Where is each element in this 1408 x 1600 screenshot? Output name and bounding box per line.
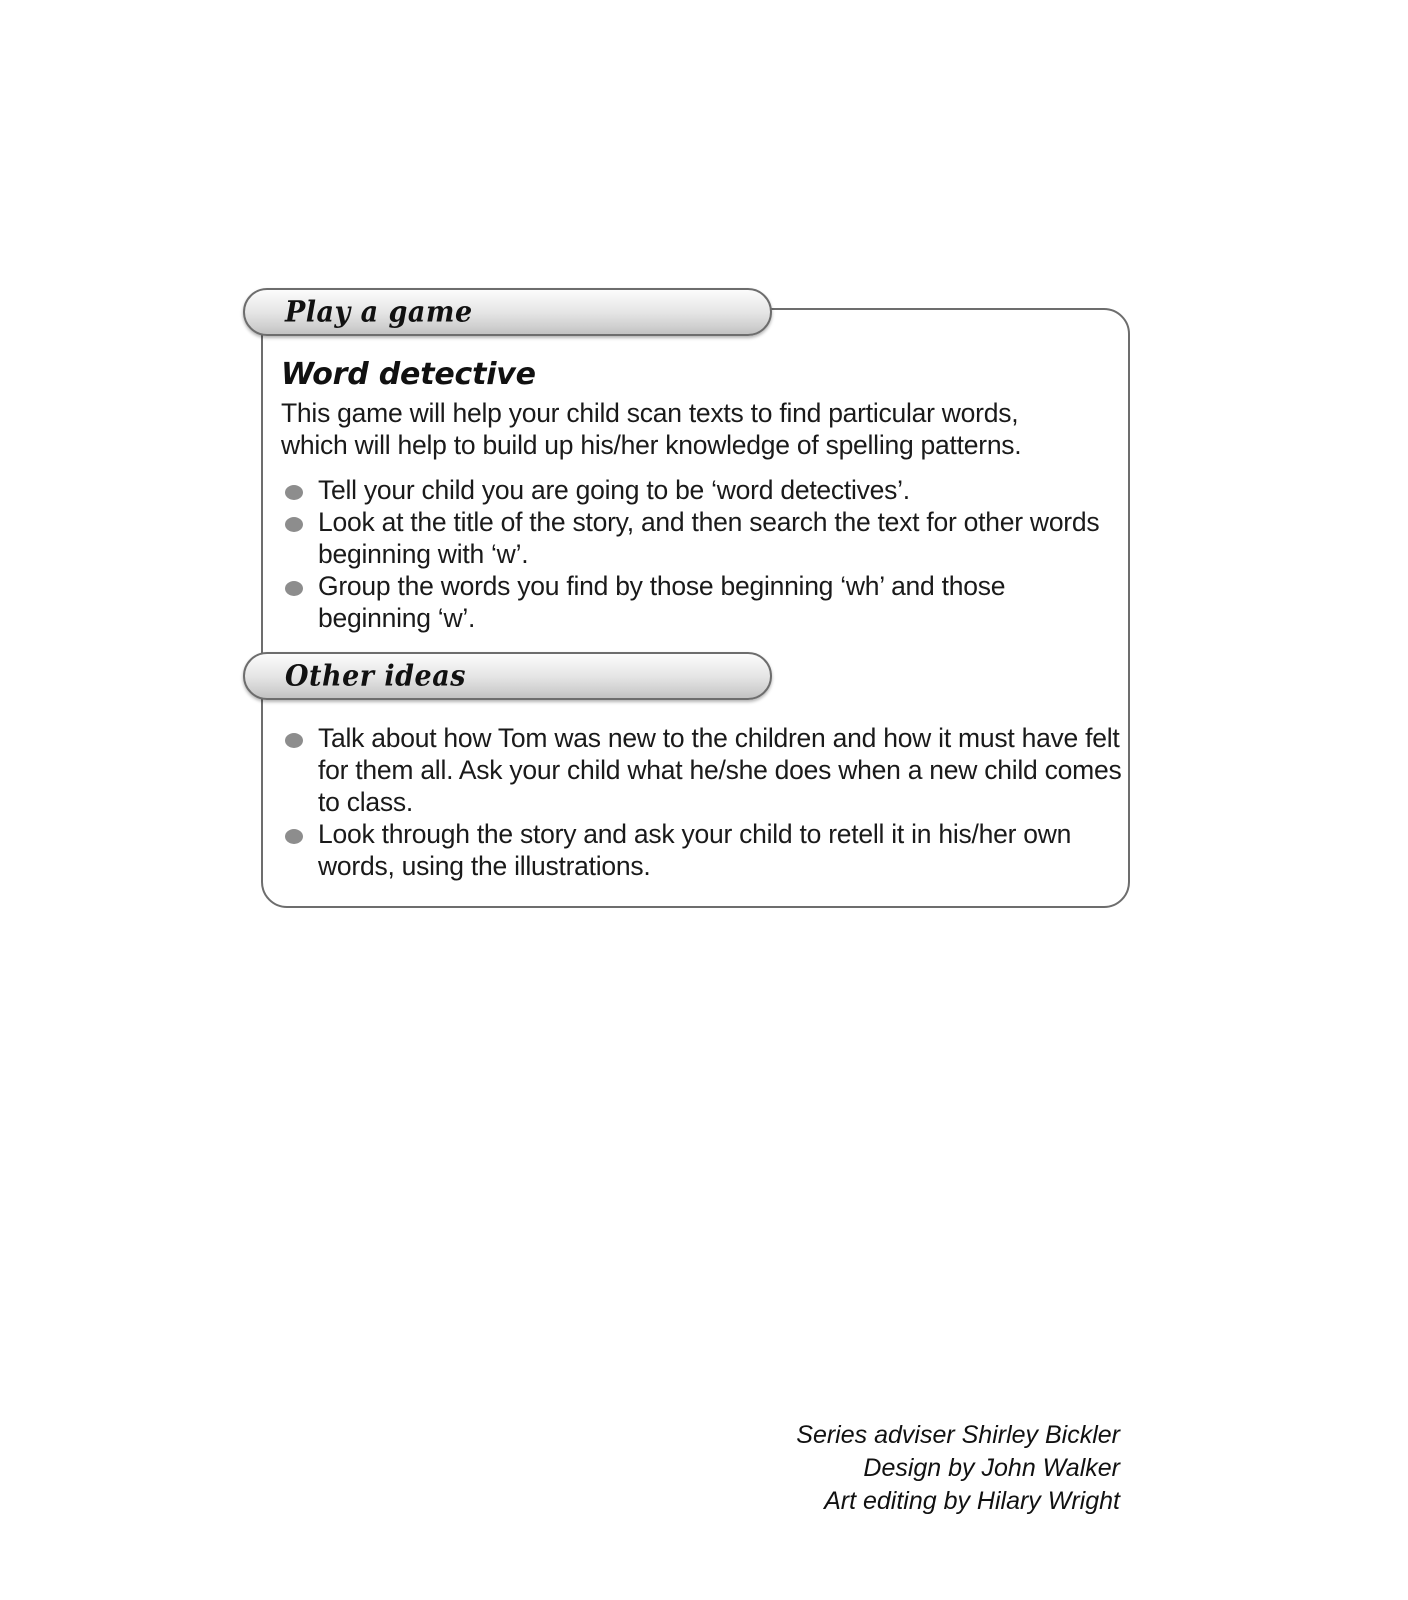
list-item — [281, 474, 1116, 506]
list-item-text: Group the words you find by those beginning ‘wh’ and those beginning ‘w’. — [318, 570, 1006, 633]
list-item — [281, 506, 1116, 570]
word-detective-intro: This game will help your child scan texts to find particular words, which will help to build up his/her knowledge of spelling patterns. — [281, 397, 1022, 460]
list-item-text: Look through the story and ask your child to retell it in his/her own words, using the illustrations. — [318, 819, 1072, 882]
bullet-dot-icon — [285, 829, 303, 844]
section-tab-label: Other ideas — [285, 659, 466, 693]
list-item — [281, 818, 1131, 882]
play-a-game-bullet-list — [281, 474, 1116, 634]
activity-card — [261, 308, 1130, 908]
word-detective-heading: Word detective — [281, 357, 536, 392]
list-item-text: Tell your child you are going to be ‘word detectives’. — [318, 474, 910, 505]
list-item — [281, 570, 1116, 634]
play-a-game-content — [281, 358, 1116, 634]
other-ideas-content — [281, 722, 1131, 882]
section-tab-other-ideas — [243, 652, 772, 700]
section-tab-play-a-game — [243, 288, 772, 336]
section-tab-label: Play a game — [285, 295, 473, 329]
bullet-dot-icon — [285, 733, 303, 748]
credit-series-adviser: Series adviser Shirley Bickler — [796, 1421, 1120, 1449]
bullet-dot-icon — [285, 517, 303, 532]
list-item-text: Talk about how Tom was new to the children and how it must have felt for them all. Ask your child what he/she does when a new child comes to class. — [318, 723, 1122, 818]
other-ideas-bullet-list — [281, 722, 1131, 882]
credit-art-editing: Art editing by Hilary Wright — [824, 1486, 1120, 1515]
credit-design: Design by John Walker — [863, 1453, 1120, 1482]
credits-block — [796, 1419, 1120, 1517]
list-item-text: Look at the title of the story, and then search the text for other words beginning with ‘w’. — [318, 506, 1100, 569]
bullet-dot-icon — [285, 581, 303, 596]
list-item — [281, 722, 1131, 818]
bullet-dot-icon — [285, 485, 303, 500]
